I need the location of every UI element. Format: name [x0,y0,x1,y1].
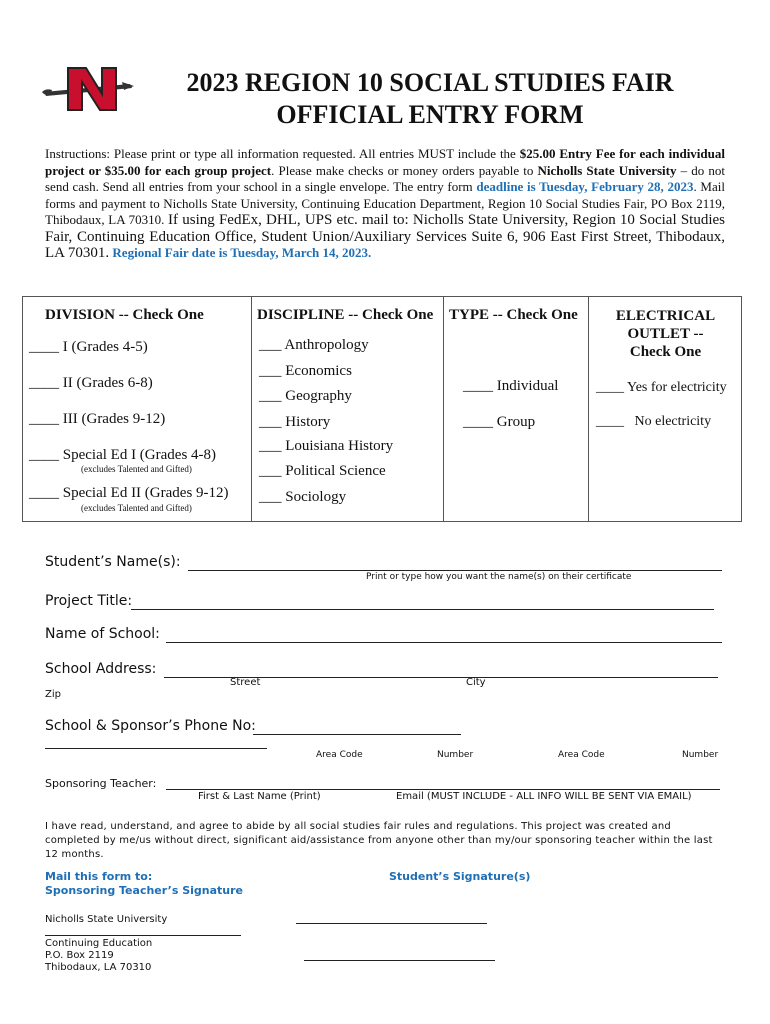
number-hint: Number [682,750,719,760]
division-note: (excludes Talented and Gifted) [81,503,192,513]
discipline-option[interactable]: ___ Louisiana History [259,438,394,454]
division-option[interactable]: ____ I (Grades 4-5) [29,339,148,355]
instructions: Instructions: Please print or type all information requested. All entries MUST include the $25.00 Entry Fee for each individual project or $35.00 for each group project. Please make checks or money orders payable to Nicholls State University – do not send cash. Send all entries from your school in a single envelope. The entry form deadline is Tuesday, February 28, 2023. Mail forms and payment to Nicholls State University, Continuing Education Department, Region 10 Social Studies Fair, PO Box 2119, Thibodaux, LA 70310. If using FedEx, DHL, UPS etc. mail to: Nicholls State University, Region 10 Social Studies Fair, Continuing Education Office, Student Union/Auxiliary Services Suite 6, 906 East First Street, Thibodaux, LA 70301. Regional Fair date is Tuesday, March 14, 2023. [45,146,726,261]
discipline-option[interactable]: ___ Economics [259,363,352,379]
project-title-label: Project Title: [45,593,133,609]
zip-hint: Zip [45,689,61,700]
discipline-option[interactable]: ___ History [259,414,331,430]
street-hint: Street [230,677,261,688]
discipline-option[interactable]: ___ Geography [259,388,352,404]
mail-heading: Mail this form to: Sponsoring Teacher’s Signature [45,870,243,897]
phone-field-1[interactable] [253,734,461,735]
division-header: DIVISION -- Check One [45,307,204,323]
phone-field-2[interactable] [45,748,267,749]
area-code-hint: Area Code [316,750,363,760]
students-name-label: Student’s Name(s): [45,554,181,570]
outlet-option[interactable]: ____ No electricity [596,414,712,429]
division-option[interactable]: ____ II (Grades 6-8) [29,375,153,391]
form-subtitle: OFFICIAL ENTRY FORM [276,100,584,129]
division-option[interactable]: ____ III (Grades 9-12) [29,411,166,427]
school-name-field[interactable] [166,642,722,643]
students-name-hint: Print or type how you want the name(s) on their certificate [366,572,632,582]
city-hint: City [466,677,486,688]
division-note: (excludes Talented and Gifted) [81,464,192,474]
student-signature-field[interactable] [296,923,487,924]
form-title: 2023 REGION 10 SOCIAL STUDIES FAIR [186,68,674,97]
type-option[interactable]: ____ Group [463,414,536,430]
mail-address-line: Continuing Education [45,938,153,949]
mail-address-line: Nicholls State University [45,914,168,925]
phone-label: School & Sponsor’s Phone No: [45,718,256,734]
school-address-label: School Address: [45,661,157,677]
division-option[interactable]: ____ Special Ed I (Grades 4-8) [29,447,217,463]
teacher-name-hint: First & Last Name (Print) [198,791,321,802]
agreement-statement: I have read, understand, and agree to abide by all social studies fair rules and regulations. This project was created and completed by me/us without direct, significant aid/assistance from anyone other than my/our sponsoring teacher within the last 12 months. [45,821,713,860]
type-option[interactable]: ____ Individual [463,378,559,394]
mail-address-line: Thibodaux, LA 70310 [45,962,152,973]
outlet-option[interactable]: ____ Yes for electricity [596,380,727,395]
discipline-header: DISCIPLINE -- Check One [257,307,434,323]
area-code-hint: Area Code [558,750,605,760]
students-name-field[interactable] [188,570,722,571]
discipline-option[interactable]: ___ Anthropology [259,337,369,353]
type-header: TYPE -- Check One [449,307,578,323]
sponsoring-teacher-field[interactable] [166,789,720,790]
school-name-label: Name of School: [45,626,160,642]
discipline-option[interactable]: ___ Political Science [259,463,386,479]
student-signature-heading: Student’s Signature(s) [389,870,531,883]
division-option[interactable]: ____ Special Ed II (Grades 9-12) [29,485,229,501]
teacher-signature-field[interactable] [45,935,241,936]
discipline-option[interactable]: ___ Sociology [259,489,347,505]
entry-options-table [22,296,742,522]
nicholls-logo [40,62,136,116]
sponsoring-teacher-label: Sponsoring Teacher: [45,777,157,790]
student-signature-field[interactable] [304,960,495,961]
outlet-header: ELECTRICAL OUTLET -- Check One [615,308,716,360]
project-title-field[interactable] [131,609,714,610]
mail-address-line: P.O. Box 2119 [45,950,114,961]
number-hint: Number [437,750,474,760]
teacher-email-hint: Email (MUST INCLUDE - ALL INFO WILL BE SENT VIA EMAIL) [396,791,692,802]
